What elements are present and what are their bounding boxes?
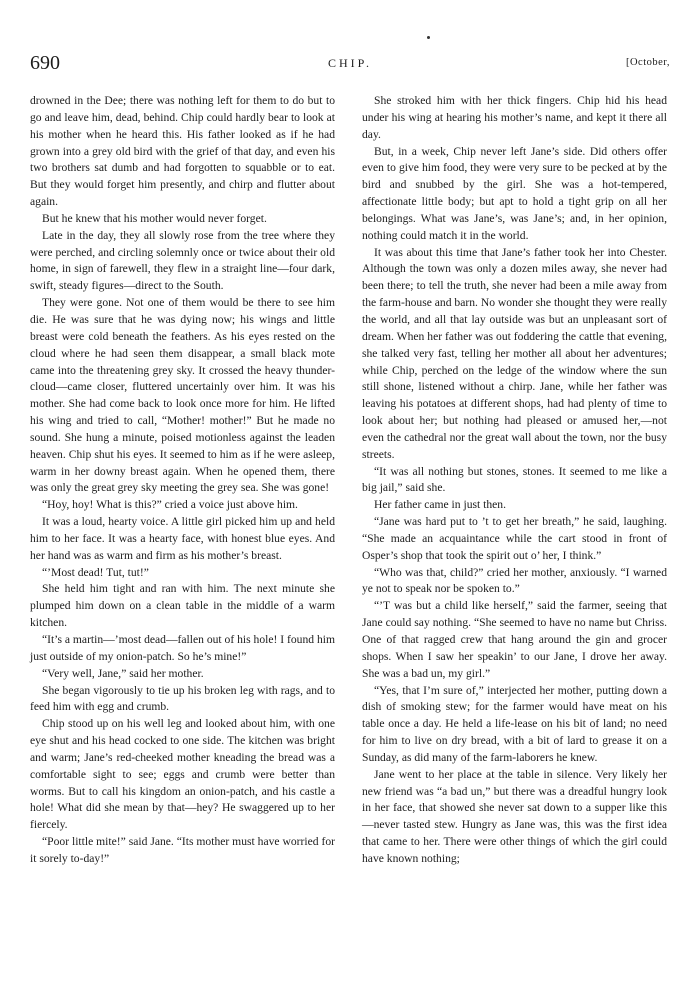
- paragraph: It was about this time that Jane’s father took her into Chester. Although the town was only a dozen miles away, she never had been there; to tell the truth, she never had been a mile away from the farm-house and barn. No wonder she thought they were really the world, and all that lay outside was but an unpleasant sort of dream. When her father was out foddering the cattle that evening, she talked very fast, telling her mother all about her adventures; while Chip, perched on the ledge of the window where the sun still shone, listened without a chirp. Jane, while her father was leaving his potatoes at different shops, had had plenty of time to look about her; but nothing had pleased or amused her,—not even the cathedral nor the great wall about the town, nor the busy streets.: [362, 245, 667, 461]
- right-column: [362, 93, 667, 868]
- paragraph: “’Most dead! Tut, tut!”: [42, 565, 149, 579]
- paragraph: “Poor little mite!” said Jane. “Its mother must have worried for it sorely to-day!”: [30, 835, 335, 865]
- paragraph: “Hoy, hoy! What is this?” cried a voice just above him.: [42, 498, 298, 512]
- running-date: [October,: [625, 57, 670, 68]
- paragraph: She held him tight and ran with him. The next minute she plumped him down on a clean table in the middle of a warm kitchen.: [30, 582, 335, 630]
- paragraph: drowned in the Dee; there was nothing left for them to do but to go and leave him, dead, behind. Chip could hardly bear to look at his mother when he heard this. His father looked as if he had grown into a grey old bird with the grief of that day, and even his two brothers sat dumb and had forgotten to squabble or to eat. But they would forget him presently, and chirp and flutter about again.: [30, 94, 335, 209]
- paragraph: Chip stood up on his well leg and looked about him, with one eye shut and his head cocked to one side. The kitchen was bright and warm; Jane’s red-cheeked mother kneading the bread was a comfortable sight to see; eggs and crumb were better than worms. But to call his kingdom an onion-patch, and his castle a hole! What did she mean by that—hey? He swaggered up to her fiercely.: [30, 717, 335, 832]
- paragraph: “Jane was hard put to ’t to get her breath,” he said, laughing. “She made an acquaintance while the cart stood in front of Osper’s shop that took the spirit out o’ her, I think.”: [362, 515, 667, 562]
- paragraph: Her father came in just then.: [374, 498, 506, 512]
- paragraph: But he knew that his mother would never forget.: [42, 211, 267, 225]
- paragraph: But, in a week, Chip never left Jane’s side. Did others offer even to give him food, they were very sure to be pecked at by the bird and snubbed by the girl. She was a hot-tempered, affectionate little body; but apt to hold a tight grip on all her belongings. What was Jane’s, was Jane’s; and, in her opinion, nothing could match it in the world.: [362, 144, 667, 242]
- paragraph: She stroked him with her thick fingers. Chip hid his head under his wing at hearing his mother’s name, and kept it there all day.: [362, 94, 667, 141]
- paragraph: Jane went to her place at the table in silence. Very likely her new friend was “a bad un,” but there was a dreadful hungry look in her face, that showed she never sat down to a supper like this—never tasted stew. Hungry as Jane was, this was the first idea that came to her. There were other things of which the girl could have known nothing;: [362, 767, 667, 865]
- page-number: 690: [30, 52, 60, 74]
- paragraph: “Very well, Jane,” said her mother.: [42, 666, 204, 680]
- running-title: CHIP.: [327, 56, 372, 70]
- paragraph: “Who was that, child?” cried her mother, anxiously. “I warned ye not to speak nor be spoken to.”: [362, 565, 667, 596]
- paragraph: Late in the day, they all slowly rose from the tree where they were perched, and circling solemnly once or twice about their old home, in sign of farewell, they flew in a straight line—four dark, swift, steady figures—direct to the South.: [30, 228, 335, 293]
- ink-dot: [427, 36, 430, 39]
- paragraph: “It was all nothing but stones, stones. It seemed to me like a big jail,” said she.: [362, 464, 667, 495]
- paragraph: She began vigorously to tie up his broken leg with rags, and to feed him with egg and crumb.: [30, 683, 335, 714]
- paragraph: It was a loud, hearty voice. A little girl picked him up and held him to her face. It was a hearty face, with honest blue eyes. And her hand was as warm and firm as his mother’s breast.: [30, 515, 335, 562]
- paragraph: “Yes, that I’m sure of,” interjected her mother, putting down a dish of smoking stew; for the farmer would have meat on his table once a day. He held a life-lease on his bit of land; no need for him to live on dry bread, with a bit of lard to grease it on a Sunday, as did many of the farm-laborers he knew.: [362, 683, 667, 764]
- paragraph: “It’s a martin—’most dead—fallen out of his hole! I found him just outside of my onion-patch. So he’s mine!”: [30, 633, 335, 663]
- paragraph: They were gone. Not one of them would be there to see him die. He was sure that he was dying now; his wings and little breast were cold beneath the feathers. As his eyes rested on the cloud where he had seen them disappear, a small black mote came into the threatening grey sky. It crossed the heavy thunder-cloud—came closer, fluttered uncertainly over him. It was his mother. She had come back to look once more for him. He lifted his wing and tried to call, “Mother! mother!” But he made no sound. She hung a minute, poised motionless against the leaden heaven. Chip shut his eyes. It seemed to him as if he were asleep, warm in her downy breast again. When he opened them, there was only the great grey sky meeting the grey sea. She was gone!: [30, 296, 335, 495]
- paragraph: “’T was but a child like herself,” said the farmer, seeing that Jane could say nothing. “She seemed to have no name but Chriss. One of that ragged crew that hang around the gin and grocer shops. When I saw her speakin’ to our Jane, I drove her away. She was a bad un, my girl.”: [362, 599, 667, 680]
- left-column: [30, 93, 335, 868]
- running-header: [30, 52, 670, 82]
